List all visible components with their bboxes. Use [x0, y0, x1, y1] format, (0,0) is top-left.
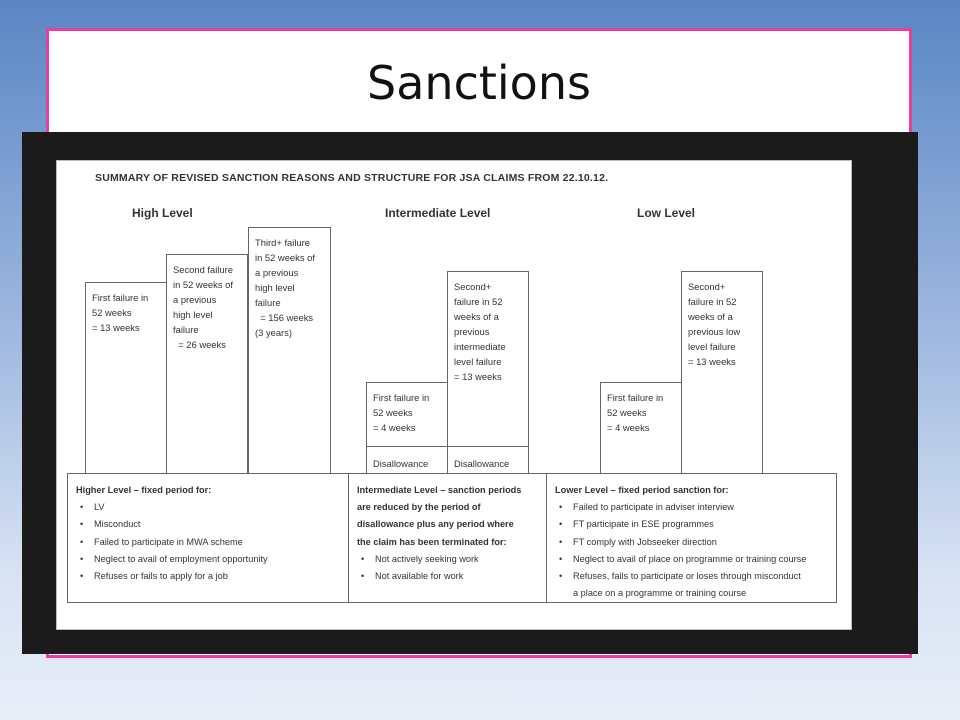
box-line: First failure in — [92, 292, 149, 303]
list-item: • Neglect to avail of employment opportunity — [76, 551, 340, 568]
box-line: high level — [255, 282, 295, 293]
intermediate-level-list — [357, 551, 538, 585]
box-line: Second+ — [454, 281, 492, 292]
intermediate-disallowance-box-2: Disallowance — [447, 446, 529, 474]
box-line: previous — [454, 326, 490, 337]
document-heading: SUMMARY OF REVISED SANCTION REASONS AND STRUCTURE FOR JSA CLAIMS FROM 22.10.12. — [95, 172, 609, 184]
box-line: intermediate — [454, 341, 506, 352]
list-item: • Refuses or fails to apply for a job — [76, 568, 340, 585]
box-line: = 13 weeks — [688, 356, 736, 367]
higher-level-column — [68, 474, 348, 602]
box-line: (3 years) — [255, 327, 292, 338]
lower-level-column-title: Lower Level – fixed period sanction for: — [555, 485, 729, 495]
box-line: First failure in — [373, 392, 430, 403]
box-line: a previous — [173, 294, 217, 305]
box-line: = 13 weeks — [92, 322, 140, 333]
list-item: • FT comply with Jobseeker direction — [555, 534, 828, 551]
intermediate-level-second-failure-box — [447, 271, 529, 447]
box-line: 52 weeks — [373, 407, 413, 418]
box-line: Second+ — [688, 281, 726, 292]
box-line: = 13 weeks — [454, 371, 502, 382]
higher-level-column-title: Higher Level – fixed period for: — [76, 485, 212, 495]
box-line: weeks of a — [454, 311, 499, 322]
higher-level-list — [76, 499, 340, 585]
list-item: • Not available for work — [357, 568, 538, 585]
intermediate-level-column — [348, 474, 546, 602]
box-line: 52 weeks — [92, 307, 132, 318]
high-level-heading: High Level — [132, 206, 193, 220]
low-level-first-failure-box — [600, 382, 682, 474]
high-level-first-failure-box — [85, 282, 167, 474]
lower-level-list-continuation: a place on a programme or training course — [573, 588, 747, 599]
low-level-second-failure-box — [681, 271, 763, 474]
box-line: failure in 52 — [454, 296, 503, 307]
box-line: high level — [173, 309, 213, 320]
intermediate-level-heading: Intermediate Level — [385, 206, 491, 220]
box-line: level failure — [688, 341, 736, 352]
intermediate-level-first-failure-box — [366, 382, 448, 447]
intermediate-level-text: disallowance plus any period where — [357, 519, 514, 530]
box-line: failure in 52 — [688, 296, 737, 307]
intermediate-level-column-title: Intermediate Level – sanction periods — [357, 485, 522, 495]
box-line: level failure — [454, 356, 502, 367]
low-level-heading: Low Level — [637, 206, 696, 220]
list-item: • Refuses, fails to participate or loses through misconduct — [555, 568, 828, 585]
intermediate-disallowance-box-1: Disallowance — [366, 446, 448, 474]
intermediate-level-text: are reduced by the period of — [357, 502, 481, 513]
box-line: = 26 weeks — [173, 339, 226, 350]
lower-level-list — [555, 499, 828, 585]
intermediate-level-text: the claim has been terminated for: — [357, 536, 507, 547]
box-line: a previous — [255, 267, 299, 278]
list-item: • Not actively seeking work — [357, 551, 538, 568]
list-item: • LV — [76, 499, 340, 516]
list-item: • Failed to participate in adviser interview — [555, 499, 828, 516]
slide-title: Sanctions — [367, 56, 591, 110]
box-line: = 4 weeks — [373, 422, 416, 433]
list-item: • Neglect to avail of place on programme or training course — [555, 551, 828, 568]
box-line: = 4 weeks — [607, 422, 650, 433]
sanctions-document-image — [56, 160, 852, 630]
box-line: previous low — [688, 326, 741, 337]
sanction-reasons-table — [67, 473, 837, 603]
box-line: 52 weeks — [607, 407, 647, 418]
box-line: Third+ failure — [255, 237, 310, 248]
box-line: in 52 weeks of — [255, 252, 315, 263]
box-line: = 156 weeks — [255, 312, 314, 323]
box-line: weeks of a — [688, 311, 733, 322]
lower-level-column — [546, 474, 836, 602]
high-level-third-failure-box — [248, 227, 331, 474]
box-line: in 52 weeks of — [173, 279, 233, 290]
list-item: • FT participate in ESE programmes — [555, 516, 828, 533]
high-level-second-failure-box — [166, 254, 248, 474]
box-line: First failure in — [607, 392, 664, 403]
box-line: failure — [173, 324, 199, 335]
list-item: • Misconduct — [76, 516, 340, 533]
box-line: Second failure — [173, 264, 233, 275]
list-item: • Failed to participate in MWA scheme — [76, 534, 340, 551]
box-line: failure — [255, 297, 281, 308]
